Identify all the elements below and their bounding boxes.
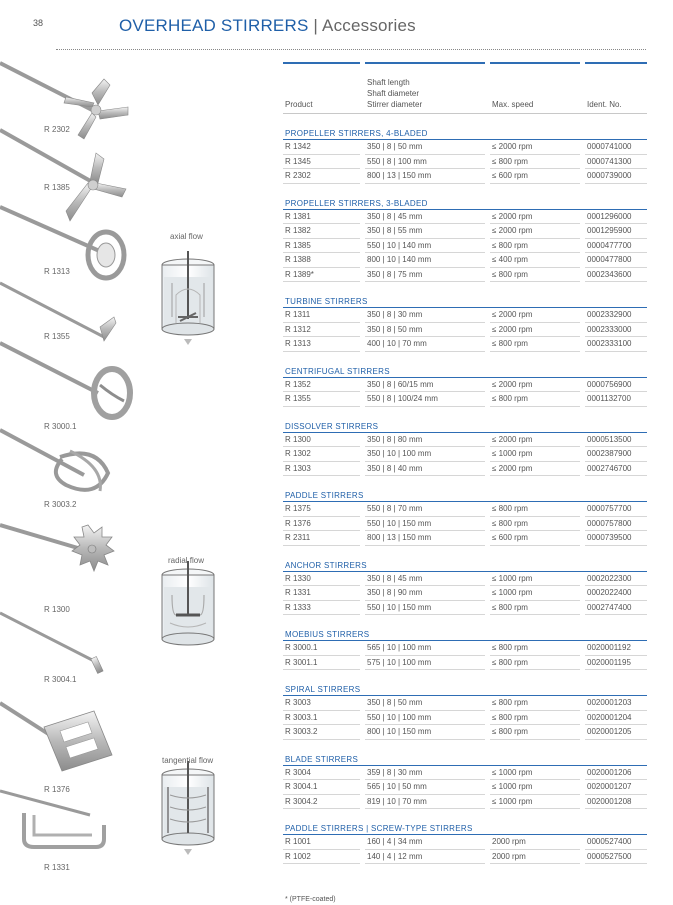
row-rule (283, 281, 647, 282)
cell-max-speed: 2000 rpm (492, 851, 526, 861)
cell-ident-no: 0000741000 (587, 142, 632, 151)
cell-product: R 1345 (285, 156, 311, 166)
page-title-main: OVERHEAD STIRRERS (119, 16, 309, 35)
table-row (283, 766, 647, 781)
cell-product: R 1002 (285, 851, 311, 861)
cell-product: R 1313 (285, 339, 311, 348)
cell-ident-no: 0000477800 (587, 255, 632, 264)
cell-max-speed: ≤ 800 rpm (492, 698, 528, 707)
table-row (283, 268, 647, 283)
cell-product: R 1311 (285, 310, 311, 319)
cell-max-speed: ≤ 2000 rpm (492, 226, 533, 235)
column-header-product (283, 62, 360, 112)
stirrer-r1385-drawing (0, 130, 126, 221)
cell-ident-no: 0020001204 (587, 712, 632, 722)
stirrer-r1331-drawing (0, 791, 104, 847)
cell-max-speed: ≤ 800 rpm (492, 156, 528, 166)
cell-dimensions: 350 | 8 | 75 mm (367, 269, 423, 279)
table-row (283, 155, 647, 170)
cell-max-speed: ≤ 800 rpm (492, 712, 528, 722)
row-rule (283, 863, 647, 864)
table-row (283, 210, 647, 225)
product-group (283, 490, 647, 546)
product-group (283, 754, 647, 810)
cell-max-speed: ≤ 800 rpm (492, 518, 528, 528)
flow-label-axial: axial flow (170, 232, 203, 241)
cell-ident-no: 0002333000 (587, 324, 632, 334)
cell-product: R 3003.2 (285, 727, 318, 736)
group-title: BLADE STIRRERS (285, 754, 359, 764)
cell-product: R 1388 (285, 255, 311, 264)
cell-max-speed: ≤ 800 rpm (492, 394, 528, 403)
cell-dimensions: 800 | 13 | 150 mm (367, 533, 432, 542)
cell-max-speed: ≤ 2000 rpm (492, 463, 533, 473)
product-group (283, 560, 647, 616)
cell-dimensions: 350 | 8 | 45 mm (367, 211, 423, 221)
table-row (283, 850, 647, 865)
cell-dimensions: 350 | 8 | 60/15 mm (367, 379, 434, 389)
cell-dimensions: 800 | 13 | 150 mm (367, 171, 432, 180)
cell-max-speed: ≤ 2000 rpm (492, 324, 533, 334)
cell-dimensions: 800 | 10 | 140 mm (367, 255, 432, 264)
cell-ident-no: 0002746700 (587, 463, 632, 473)
cell-product: R 2302 (285, 171, 311, 180)
cell-ident-no: 0000527500 (587, 851, 632, 861)
cell-product: R 1330 (285, 573, 311, 583)
beaker-radial-flow (162, 561, 214, 645)
cell-product: R 1375 (285, 504, 311, 513)
title-rule (56, 49, 646, 50)
cell-product: R 3004.1 (285, 782, 318, 791)
cell-ident-no: 0000757700 (587, 504, 632, 513)
cell-product: R 2311 (285, 533, 311, 542)
table-row (283, 462, 647, 477)
stirrer-drawings (0, 55, 275, 875)
cell-max-speed: ≤ 1000 rpm (492, 449, 533, 458)
cell-product: R 1303 (285, 463, 311, 473)
group-title: ANCHOR STIRRERS (285, 560, 367, 570)
product-group (283, 366, 647, 407)
table-row (283, 531, 647, 546)
table-row (283, 140, 647, 155)
column-header-ident-no-label: Ident. No. (587, 100, 622, 109)
cell-ident-no: 0002333100 (587, 339, 632, 348)
cell-product: R 3001.1 (285, 657, 318, 667)
cell-ident-no: 0000477700 (587, 240, 632, 250)
cell-dimensions: 350 | 8 | 90 mm (367, 588, 423, 597)
cell-product: R 1352 (285, 379, 311, 389)
cell-max-speed: ≤ 2000 rpm (492, 379, 533, 389)
column-header-product-label: Product (285, 100, 313, 109)
cell-dimensions: 550 | 10 | 140 mm (367, 240, 432, 250)
stirrer-r3003-2-drawing (0, 430, 108, 491)
cell-ident-no: 0002022300 (587, 573, 632, 583)
product-group (283, 198, 647, 283)
cell-dimensions: 350 | 8 | 50 mm (367, 142, 423, 151)
illus-label: R 1385 (44, 183, 70, 192)
cell-product: R 1389* (285, 269, 314, 279)
table-row (283, 169, 647, 184)
table-row (283, 601, 647, 616)
table-row (283, 308, 647, 323)
cell-max-speed: ≤ 1000 rpm (492, 796, 533, 806)
table-row (283, 392, 647, 407)
cell-dimensions: 565 | 10 | 100 mm (367, 643, 432, 652)
illus-label: R 1313 (44, 267, 70, 276)
flow-label-radial: radial flow (168, 556, 205, 565)
cell-product: R 3003 (285, 698, 311, 707)
product-group (283, 823, 647, 864)
page-number: 38 (33, 18, 44, 28)
cell-ident-no: 0001295900 (587, 226, 632, 235)
cell-ident-no: 0002747400 (587, 602, 632, 612)
row-rule (283, 669, 647, 670)
table-row (283, 517, 647, 532)
cell-product: R 1333 (285, 602, 311, 612)
cell-dimensions: 350 | 10 | 100 mm (367, 449, 432, 458)
product-group (283, 684, 647, 740)
row-rule (283, 406, 647, 407)
table-row (283, 586, 647, 601)
row-rule (283, 614, 647, 615)
cell-dimensions: 550 | 8 | 100/24 mm (367, 394, 438, 403)
illus-label: R 1331 (44, 863, 70, 872)
header-rule (283, 113, 647, 114)
cell-ident-no: 0000741300 (587, 156, 632, 166)
table-row (283, 433, 647, 448)
table-row (283, 780, 647, 795)
stirrer-r1300-drawing (0, 525, 114, 571)
table-row (283, 656, 647, 671)
group-title: SPIRAL STIRRERS (285, 685, 361, 694)
cell-dimensions: 350 | 8 | 45 mm (367, 573, 423, 583)
cell-dimensions: 565 | 10 | 50 mm (367, 782, 427, 791)
cell-max-speed: 2000 rpm (492, 837, 526, 846)
cell-max-speed: ≤ 800 rpm (492, 602, 528, 612)
table-row (283, 696, 647, 711)
table-row (283, 711, 647, 726)
cell-ident-no: 0020001207 (587, 782, 632, 791)
cell-product: R 3003.1 (285, 712, 318, 722)
cell-dimensions: 550 | 10 | 100 mm (367, 712, 432, 722)
group-title: CENTRIFUGAL STIRRERS (285, 366, 390, 376)
cell-ident-no: 0020001195 (587, 657, 631, 667)
cell-max-speed: ≤ 800 rpm (492, 269, 528, 279)
footnote: * (PTFE-coated) (285, 896, 336, 903)
cell-ident-no: 0020001203 (587, 698, 632, 707)
illus-label: R 3000.1 (44, 422, 77, 431)
table-groups (283, 128, 647, 864)
column-header-stirrer-diameter: Stirrer diameter (367, 100, 423, 109)
illus-label: R 1376 (44, 785, 70, 794)
cell-product: R 3004.2 (285, 796, 318, 806)
cell-ident-no: 0002343600 (587, 269, 632, 279)
row-rule (283, 739, 647, 740)
cell-dimensions: 575 | 10 | 100 mm (367, 657, 432, 667)
cell-product: R 1001 (285, 837, 311, 846)
cell-dimensions: 550 | 10 | 150 mm (367, 602, 432, 612)
cell-product: R 1331 (285, 588, 311, 597)
column-header-shaft-length: Shaft length (367, 78, 410, 87)
cell-ident-no: 0020001205 (587, 727, 632, 736)
stirrer-r3004-1-drawing (0, 613, 103, 674)
cell-max-speed: ≤ 1000 rpm (492, 573, 533, 583)
cell-dimensions: 359 | 8 | 30 mm (367, 767, 423, 777)
illus-label: R 1355 (44, 332, 70, 341)
illus-label: R 1300 (44, 605, 70, 614)
cell-max-speed: ≤ 600 rpm (492, 533, 528, 542)
cell-dimensions: 550 | 8 | 100 mm (367, 156, 427, 166)
cell-max-speed: ≤ 1000 rpm (492, 782, 533, 791)
cell-max-speed: ≤ 800 rpm (492, 240, 528, 250)
cell-ident-no: 0002022400 (587, 588, 632, 597)
illus-label: R 3003.2 (44, 500, 77, 509)
cell-dimensions: 350 | 8 | 80 mm (367, 434, 423, 444)
column-header-shaft-diameter: Shaft diameter (367, 89, 420, 98)
cell-max-speed: ≤ 2000 rpm (492, 211, 533, 221)
column-header-ident-no (585, 62, 647, 112)
cell-product: R 1385 (285, 240, 311, 250)
cell-ident-no: 0001132700 (587, 394, 631, 403)
table-row (283, 378, 647, 393)
row-rule (283, 475, 647, 476)
table-row (283, 337, 647, 352)
cell-ident-no: 0000513500 (587, 434, 632, 444)
group-title: DISSOLVER STIRRERS (285, 421, 379, 431)
cell-max-speed: ≤ 800 rpm (492, 643, 528, 652)
row-rule (283, 351, 647, 352)
group-title: PROPELLER STIRRERS, 3-BLADED (285, 198, 428, 208)
cell-product: R 1342 (285, 142, 311, 151)
cell-dimensions: 350 | 8 | 50 mm (367, 324, 423, 334)
table-row (283, 572, 647, 587)
cell-dimensions: 550 | 10 | 150 mm (367, 518, 432, 528)
product-group (283, 421, 647, 477)
cell-dimensions: 140 | 4 | 12 mm (367, 851, 423, 861)
page-title (119, 16, 416, 36)
stirrer-table (283, 62, 647, 864)
cell-product: R 3004 (285, 767, 311, 777)
cell-ident-no: 0000757800 (587, 518, 632, 528)
table-row (283, 253, 647, 268)
cell-max-speed: ≤ 800 rpm (492, 657, 528, 667)
cell-ident-no: 0000739500 (587, 533, 632, 542)
cell-ident-no: 0020001206 (587, 767, 632, 777)
cell-dimensions: 819 | 10 | 70 mm (367, 796, 427, 806)
table-row (283, 795, 647, 810)
cell-dimensions: 350 | 8 | 50 mm (367, 698, 423, 707)
cell-dimensions: 350 | 8 | 40 mm (367, 463, 423, 473)
product-group (283, 629, 647, 670)
group-title: TURBINE STIRRERS (285, 297, 368, 306)
cell-max-speed: ≤ 800 rpm (492, 504, 528, 513)
cell-max-speed: ≤ 1000 rpm (492, 767, 533, 777)
cell-max-speed: ≤ 800 rpm (492, 727, 528, 736)
flow-label-tangential: tangential flow (162, 756, 214, 765)
illus-label: R 2302 (44, 125, 70, 134)
cell-product: R 1376 (285, 518, 311, 528)
table-row (283, 641, 647, 656)
cell-dimensions: 350 | 8 | 30 mm (367, 310, 423, 319)
illus-label: R 3004.1 (44, 675, 77, 684)
cell-ident-no: 0020001208 (587, 796, 632, 806)
stirrer-illustrations (0, 55, 275, 875)
cell-product: R 1312 (285, 324, 311, 334)
cell-max-speed: ≤ 800 rpm (492, 339, 528, 348)
table-row (283, 725, 647, 740)
cell-ident-no: 0002387900 (587, 449, 632, 458)
cell-product: R 1382 (285, 226, 311, 235)
group-title: PROPELLER STIRRERS, 4-BLADED (285, 129, 428, 138)
group-title: MOEBIUS STIRRERS (285, 630, 370, 639)
cell-product: R 3000.1 (285, 643, 318, 652)
cell-ident-no: 0000527400 (587, 837, 632, 846)
cell-ident-no: 0001296000 (587, 211, 632, 221)
stirrer-r3000-1-drawing (0, 343, 130, 417)
table-header (283, 62, 647, 112)
cell-product: R 1302 (285, 449, 311, 458)
stirrer-r1376-drawing (0, 703, 112, 771)
cell-dimensions: 160 | 4 | 34 mm (367, 837, 423, 846)
cell-max-speed: ≤ 400 rpm (492, 255, 528, 264)
cell-dimensions: 350 | 8 | 55 mm (367, 226, 423, 235)
column-header-max-speed (490, 62, 580, 112)
cell-max-speed: ≤ 2000 rpm (492, 142, 533, 151)
cell-dimensions: 400 | 10 | 70 mm (367, 339, 427, 348)
table-row (283, 323, 647, 338)
cell-product: R 1300 (285, 434, 311, 444)
row-rule (283, 808, 647, 809)
table-row (283, 224, 647, 239)
beaker-axial-flow (162, 251, 214, 345)
row-rule (283, 183, 647, 184)
cell-dimensions: 550 | 8 | 70 mm (367, 504, 423, 513)
cell-ident-no: 0000756900 (587, 379, 632, 389)
cell-product: R 1381 (285, 211, 311, 221)
cell-ident-no: 0000739000 (587, 171, 632, 180)
table-row (283, 502, 647, 517)
column-header-dimensions (365, 62, 485, 112)
column-header-max-speed-label: Max. speed (492, 100, 534, 109)
cell-ident-no: 0002332900 (587, 310, 632, 319)
cell-ident-no: 0020001192 (587, 643, 631, 652)
group-title: PADDLE STIRRERS | SCREW-TYPE STIRRERS (285, 824, 473, 833)
page-title-subtitle: Accessories (322, 16, 416, 35)
group-title: PADDLE STIRRERS (285, 491, 364, 500)
beaker-tangential-flow (162, 761, 214, 855)
table-row (283, 835, 647, 850)
product-group (283, 296, 647, 352)
page-title-separator: | (308, 16, 323, 35)
cell-max-speed: ≤ 1000 rpm (492, 588, 533, 597)
table-row (283, 447, 647, 462)
table-row (283, 239, 647, 254)
cell-max-speed: ≤ 2000 rpm (492, 434, 533, 444)
row-rule (283, 545, 647, 546)
cell-max-speed: ≤ 2000 rpm (492, 310, 533, 319)
cell-dimensions: 800 | 10 | 150 mm (367, 727, 432, 736)
cell-max-speed: ≤ 600 rpm (492, 171, 528, 180)
product-group (283, 128, 647, 184)
cell-product: R 1355 (285, 394, 311, 403)
